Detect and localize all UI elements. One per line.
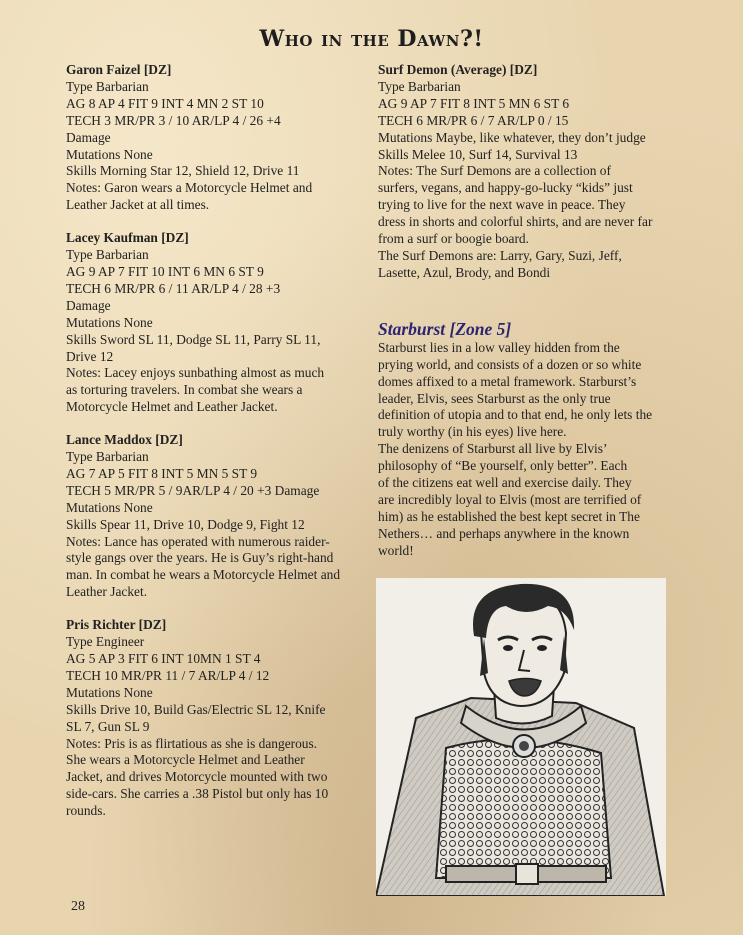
stat-line: dress in shorts and colorful shirts, and are never far	[378, 214, 653, 230]
stat-line: TECH 5 MR/PR 5 / 9AR/LP 4 / 20 +3 Damage	[66, 482, 320, 498]
stat-line: AG 7 AP 5 FIT 8 INT 5 MN 5 ST 9	[66, 465, 258, 481]
stat-line: SL 7, Gun SL 9	[66, 718, 150, 734]
stat-line: Leather Jacket at all times.	[66, 197, 210, 213]
stat-line: Jacket, and drives Motorcycle mounted with two	[66, 769, 328, 785]
stat-line: Type Barbarian	[66, 78, 149, 94]
stat-line: TECH 3 MR/PR 3 / 10 AR/LP 4 / 26 +4	[66, 112, 281, 128]
stat-line: AG 9 AP 7 FIT 10 INT 6 MN 6 ST 9	[66, 263, 264, 279]
body-line: philosophy of “Be yourself, only better”. Each	[378, 458, 628, 474]
npc-name: Surf Demon (Average) [DZ]	[378, 62, 538, 77]
stat-line: Notes: Pris is as flirtatious as she is dangerous.	[66, 735, 318, 751]
stat-line: Mutations None	[66, 499, 153, 515]
stat-line: Damage	[66, 297, 111, 313]
stat-line: AG 9 AP 7 FIT 8 INT 5 MN 6 ST 6	[378, 95, 570, 111]
stat-line: Mutations None	[66, 146, 153, 162]
stat-line: side-cars. She carries a .38 Pistol but only has 10	[66, 786, 329, 802]
stat-line: man. In combat he wears a Motorcycle Helmet and	[66, 567, 341, 583]
body-line: The denizens of Starburst all live by Elvis’	[378, 441, 608, 457]
stat-line: Notes: Lance has operated with numerous raider-	[66, 533, 330, 549]
npc-name: Lacey Kaufman [DZ]	[66, 230, 189, 246]
stat-line: TECH 6 MR/PR 6 / 7 AR/LP 0 / 15	[378, 112, 569, 128]
stat-line: Skills Spear 11, Drive 10, Dodge 9, Fight 12	[66, 516, 305, 532]
stat-line: Skills Morning Star 12, Shield 12, Drive 11	[66, 163, 300, 179]
stat-line: trying to live for the next wave in peace. They	[378, 197, 626, 213]
stat-line: Type Engineer	[66, 634, 145, 650]
body-line: domes affixed to a metal framework. Starburst’s	[378, 373, 637, 389]
npc-name: Lance Maddox [DZ]	[66, 432, 183, 448]
stat-line: TECH 6 MR/PR 6 / 11 AR/LP 4 / 28 +3	[66, 280, 281, 296]
stat-line: Notes: Garon wears a Motorcycle Helmet and	[66, 180, 313, 196]
body-line: are incredibly loyal to Elvis (most are terrified of	[378, 491, 642, 507]
npc-entry	[66, 230, 370, 416]
stat-line: AG 5 AP 3 FIT 6 INT 10MN 1 ST 4	[66, 651, 261, 666]
stat-line: AG 8 AP 4 FIT 9 INT 4 MN 2 ST 10	[66, 95, 264, 111]
character-illustration	[376, 578, 666, 896]
stat-line: Type Barbarian	[378, 78, 461, 94]
body-line: world!	[378, 542, 414, 558]
stat-line: TECH 10 MR/PR 11 / 7 AR/LP 4 / 12	[66, 667, 270, 683]
stat-line: The Surf Demons are: Larry, Gary, Suzi, Jeff,	[378, 247, 622, 263]
body-line: Nethers… and perhaps anywhere in the known	[378, 525, 630, 541]
stat-line: Skills Drive 10, Build Gas/Electric SL 12, Knife	[66, 701, 326, 717]
stat-line: surfers, vegans, and happy-go-lucky “kids” just	[378, 180, 633, 196]
npc-entry	[66, 617, 370, 820]
npc-entry	[66, 432, 370, 601]
stat-line: Motorcycle Helmet and Leather Jacket.	[66, 399, 278, 415]
stat-line: Drive 12	[66, 348, 114, 364]
npc-name: Pris Richter [DZ]	[66, 617, 167, 633]
body-line: prying world, and consists of a dozen or so white	[378, 356, 642, 372]
stat-line: as torturing travelers. In combat she wears a	[66, 382, 303, 398]
stat-line: She wears a Motorcycle Helmet and Leather	[66, 752, 305, 768]
stat-line: from a surf or boogie board.	[378, 231, 529, 247]
stat-line: Type Barbarian	[66, 247, 149, 263]
page-title: Who in the Dawn?!	[259, 26, 484, 52]
stat-line: rounds.	[66, 803, 106, 819]
body-line: definition of utopia and to that end, he only lets the	[378, 407, 653, 423]
right-column	[378, 62, 678, 560]
body-line: truly worthy (in his eyes) live here.	[378, 424, 567, 440]
left-column	[66, 62, 370, 836]
stat-line: Lasette, Azul, Brody, and Bondi	[378, 264, 551, 280]
npc-name: Garon Faizel [DZ]	[66, 62, 172, 77]
stat-line: Damage	[66, 129, 111, 145]
npc-entry	[378, 62, 678, 282]
stat-line: Skills Melee 10, Surf 14, Survival 13	[378, 146, 578, 162]
stat-line: Notes: Lacey enjoys sunbathing almost as much	[66, 365, 325, 381]
npc-entry	[66, 62, 370, 214]
stat-line: Notes: The Surf Demons are a collection of	[378, 163, 611, 179]
stat-line: Mutations Maybe, like whatever, they don’t judge	[378, 129, 646, 145]
body-line: Starburst lies in a low valley hidden from the	[378, 339, 620, 355]
section-body	[378, 340, 678, 560]
stat-line: style gangs over the years. He is Guy’s right-hand	[66, 550, 334, 566]
stat-line: Mutations None	[66, 314, 153, 330]
stat-line: Leather Jacket.	[66, 584, 148, 600]
page-number: 28	[71, 899, 85, 914]
stat-line: Type Barbarian	[66, 449, 149, 465]
body-line: leader, Elvis, sees Starburst as the only true	[378, 390, 611, 406]
body-line: him) as he established the best kept secret in The	[378, 508, 640, 524]
stat-line: Mutations None	[66, 684, 153, 700]
section-heading: Starburst [Zone 5]	[378, 318, 512, 339]
body-line: of the citizens eat well and exercise daily. They	[378, 475, 632, 491]
stat-line: Skills Sword SL 11, Dodge SL 11, Parry SL 11,	[66, 331, 321, 347]
